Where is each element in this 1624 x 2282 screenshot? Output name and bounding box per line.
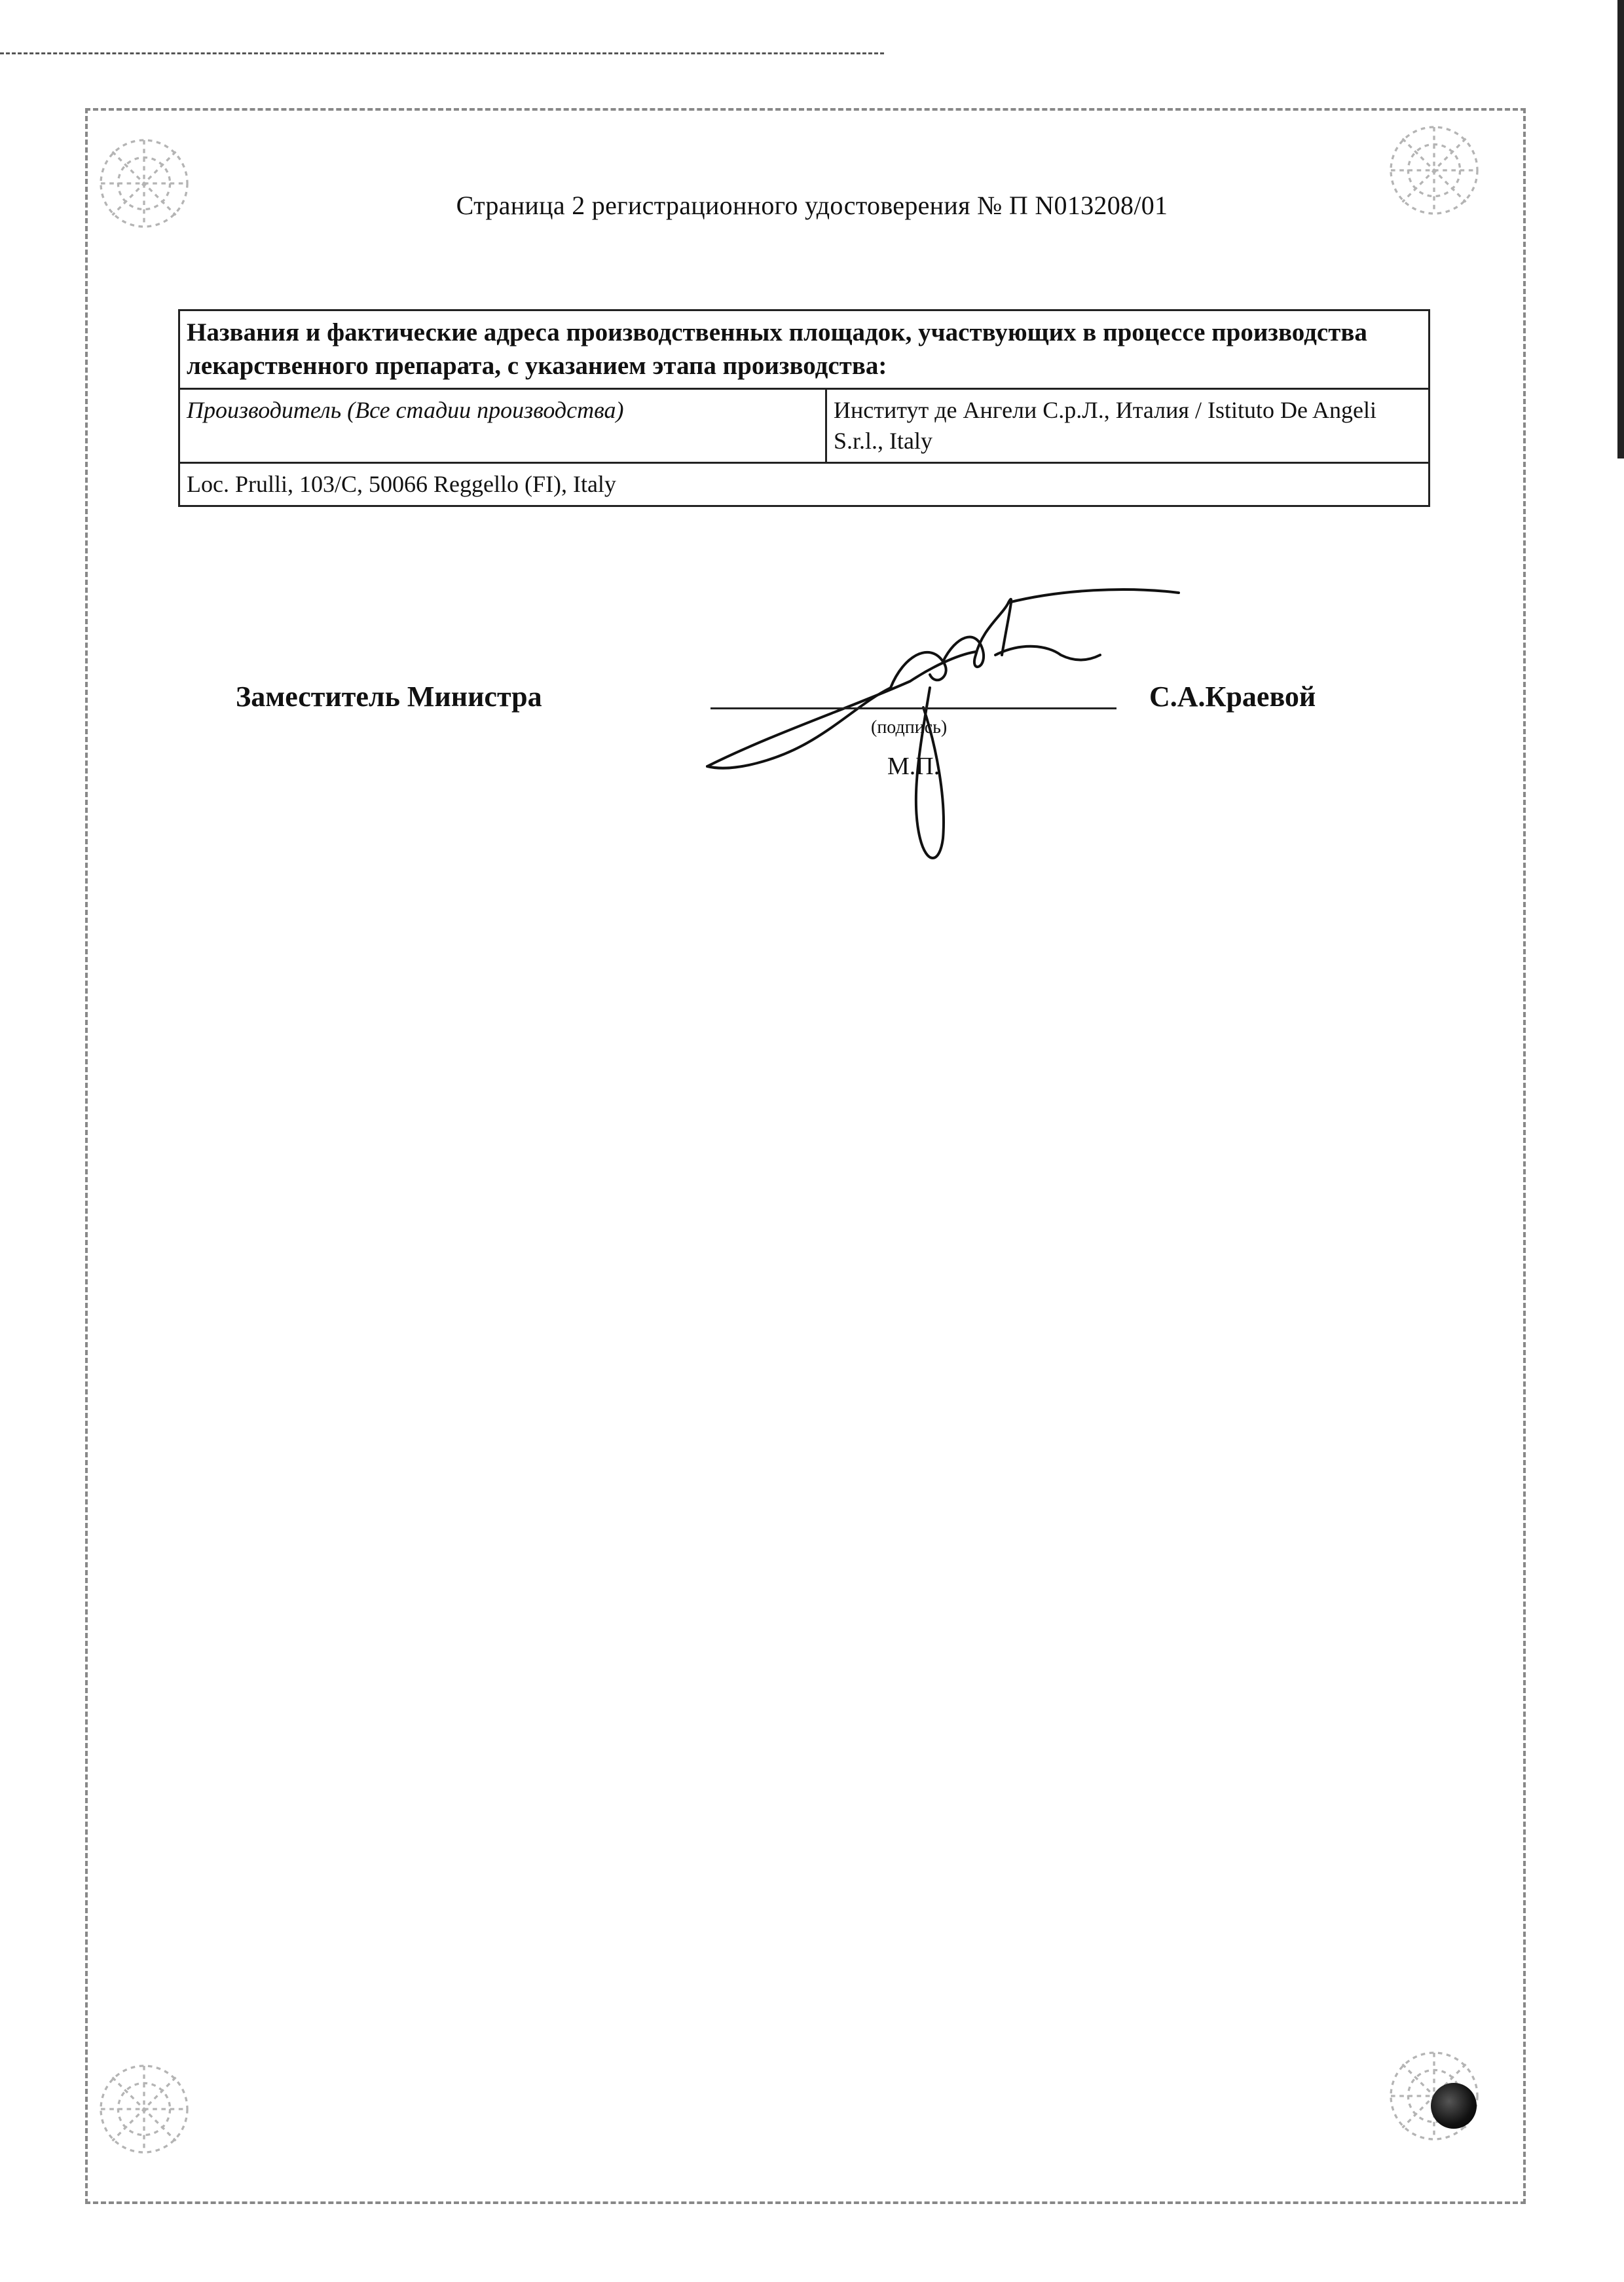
scan-edge-bar xyxy=(1617,0,1624,458)
hole-punch-mark xyxy=(1431,2083,1477,2129)
signature-caption: (подпись) xyxy=(871,717,948,738)
manufacturing-sites-table xyxy=(178,309,1430,507)
table-heading-row xyxy=(179,310,1430,389)
corner-ornament-icon xyxy=(72,111,216,255)
manufacturer-label: Производитель (Все стадии производства) xyxy=(179,389,826,463)
corner-ornament-icon xyxy=(72,2037,216,2181)
page-title: Страница 2 регистрационного удостоверения № П N013208/01 xyxy=(456,191,1168,220)
signer-position: Заместитель Министра xyxy=(236,681,542,713)
signer-name: С.А.Краевой xyxy=(1149,681,1316,713)
handwritten-signature xyxy=(694,576,1218,878)
scan-edge-line xyxy=(0,52,884,54)
corner-ornament-icon xyxy=(1362,98,1506,242)
site-address: Loc. Prulli, 103/C, 50066 Reggello (FI), Italy xyxy=(179,462,1430,506)
table-row xyxy=(179,389,1430,463)
manufacturer-value: Институт де Ангели С.р.Л., Италия / Istituto De Angeli S.r.l., Italy xyxy=(826,389,1430,463)
seal-mark: М.П. xyxy=(887,753,940,780)
signature-line xyxy=(710,707,1116,709)
table-row xyxy=(179,462,1430,506)
table-heading: Названия и фактические адреса производственных площадок, участвующих в процессе производства лекарственного препарата, с указанием этапа производства: xyxy=(179,310,1430,389)
